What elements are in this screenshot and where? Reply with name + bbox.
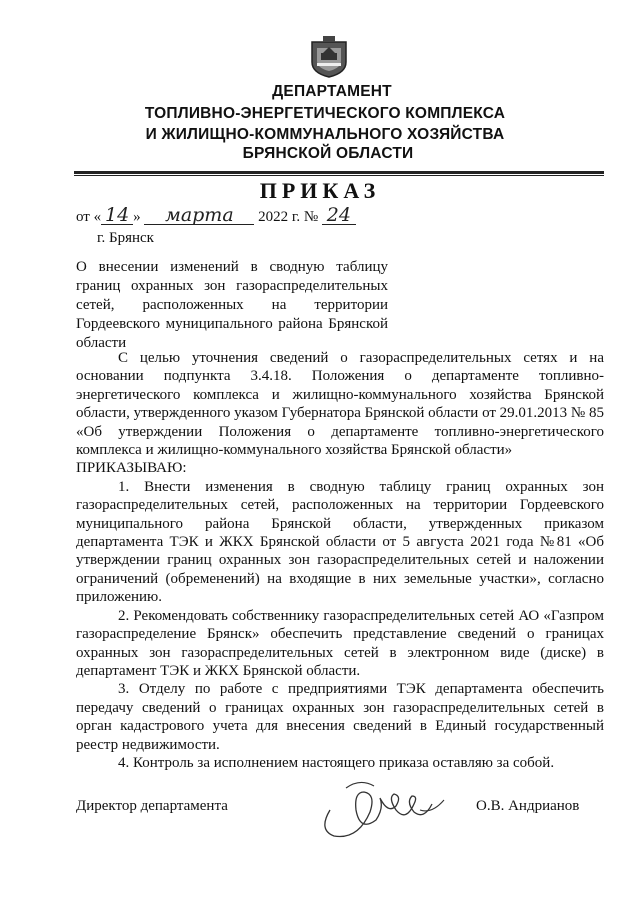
order-item-1: 1. Внести изменения в сводную таблицу границ охранных зон газораспределительных сетей, расположенных на территории Гордеевского муниципального района Брянской области, утвержденных приказом департамента ТЭК и ЖКХ Брянской области от 5 августа 2021 года №81 «Об утверждении границ охранных зон газораспределительных сетей и наложении ограничений (обременений) на входящие в них земельные участки», согласно приложению. [76,478,604,606]
order-subject: О внесении изменений в сводную таблицу границ охранных зон газораспределительных сетей, расположенных на территории Гордеевского муниципального района Брянской области [76,259,388,351]
preamble-paragraph: С целью уточнения сведений о газораспределительных сетях и на основании подпункта 3.4.18. Положения о департаменте топливно-энергетического комплекса и жилищно-коммунального хозяйства Брянской области, утвержденного указом Губернатора Брянской области от 29.01.2013 № 85 «Об утверждении Положения о департаменте топливно-энергетического комплекса и жилищно-коммунального хозяйства Брянской области» [76,350,604,459]
order-item-3: 3. Отделу по работе с предприятиями ТЭК департамента обеспечить передачу сведений о границах охранных зон газораспределительных сетей в орган кадастрового учета для внесения сведений в Единый государственный реестр недвижимости. [76,681,604,753]
date-month: марта [144,206,254,225]
city: г. Брянск [97,230,154,246]
handwritten-signature-icon [310,770,460,842]
signatory-name: О.В. Андрианов [476,798,580,814]
order-item-4: 4. Контроль за исполнением настоящего приказа оставляю за собой. [118,754,555,771]
order-item-2: 2. Рекомендовать собственнику газораспределительных сетей АО «Газпром газораспределение Брянск» обеспечить представление сведений о границах охранных зон газораспределительных сетей в электронном виде (диске) в департамент ТЭК и ЖКХ Брянской области. [76,607,604,679]
date-separator: » [133,209,145,225]
order-number: 24 [322,206,356,225]
department-title-line3: И ЖИЛИЩНО-КОММУНАЛЬНОГО ХОЗЯЙСТВА [145,126,505,143]
order-body [76,349,604,772]
date-year: 2022 г. № [254,209,322,225]
header-rule-thick [74,171,604,174]
department-title-line4: БРЯНСКОЙ ОБЛАСТИ [242,145,414,162]
date-prefix: от « [76,209,102,225]
document-title: ПРИКАЗ [259,178,381,203]
signatory-position: Директор департамента [76,798,228,814]
department-title-line2: ТОПЛИВНО-ЭНЕРГЕТИЧЕСКОГО КОМПЛЕКСА [144,105,506,122]
department-title-line1: ДЕПАРТАМЕНТ [272,83,392,100]
date-day: 14 [101,206,133,225]
coat-of-arms-icon [309,36,349,78]
date-line [76,206,356,228]
order-word: ПРИКАЗЫВАЮ: [76,460,187,477]
